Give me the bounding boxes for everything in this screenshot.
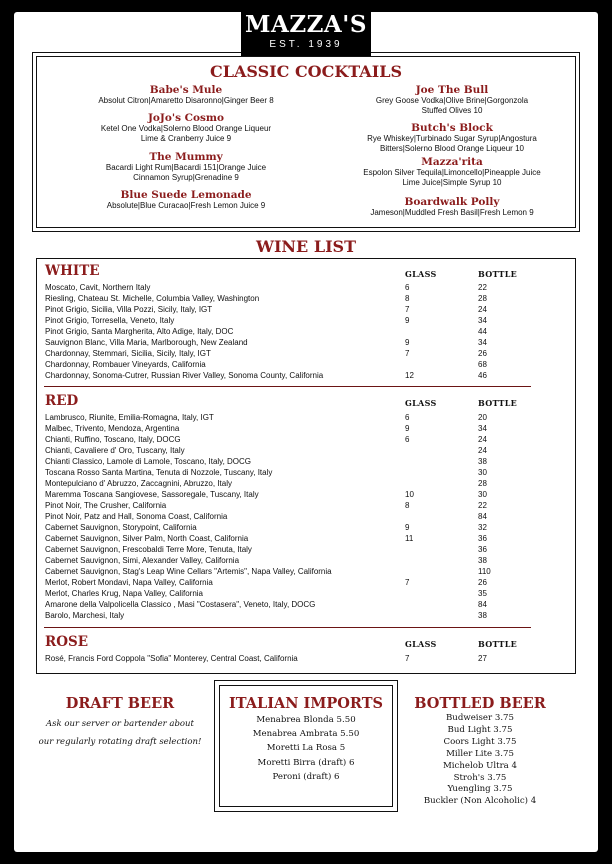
wine-glass-price: 8 [405, 501, 410, 510]
wine-name: Pinot Grigio, Torresella, Veneto, Italy [45, 316, 175, 325]
italian-import-item: Moretti La Rosa 5 [266, 743, 346, 754]
wine-row [45, 577, 535, 588]
wine-bottle-price: 84 [478, 512, 487, 521]
divider [44, 627, 531, 628]
wine-bottle-price: 84 [478, 600, 487, 609]
cocktail-item [332, 156, 572, 188]
wine-row [45, 348, 535, 359]
italian-import-item: Moretti Birra (draft) 6 [257, 757, 355, 768]
wine-row [45, 370, 535, 381]
bottled-beer-item: Michelob Ultra 4 [442, 760, 517, 771]
wine-bottle-price: 34 [478, 338, 487, 347]
wine-row [45, 467, 535, 478]
wine-row [45, 599, 535, 610]
wine-name: Chardonnay, Stemmari, Sicilia, Sicily, Italy, IGT [45, 349, 211, 358]
white-bottle-header: BOTTLE [478, 269, 518, 279]
wine-name: Amarone della Valpolicella Classico , Masi "Costasera", Veneto, Italy, DOCG [45, 600, 316, 609]
divider [44, 386, 531, 387]
wine-name: Maremma Toscana Sangiovese, Sassoregale, Tuscany, Italy [45, 490, 259, 499]
wine-bottle-price: 110 [478, 567, 491, 576]
wine-bottle-price: 30 [478, 468, 487, 477]
bottled-beer-item: Buckler (Non Alcoholic) 4 [423, 796, 537, 807]
wine-bottle-price: 46 [478, 371, 487, 380]
wine-name: Cabernet Sauvignon, Storypoint, California [45, 523, 197, 532]
wine-glass-price: 7 [405, 578, 410, 587]
wine-bottle-price: 32 [478, 523, 487, 532]
wine-row [45, 544, 535, 555]
cocktail-ingredients: Espolon Silver Tequila|Limoncello|Pineapple Juice [363, 168, 541, 177]
wine-row [45, 315, 535, 326]
draft-beer-note-1: Ask our server or bartender about [46, 719, 194, 729]
cocktail-item [332, 196, 572, 218]
wine-name: Cabernet Sauvignon, Silver Palm, North Coast, California [45, 534, 249, 543]
wine-row [45, 610, 535, 621]
wine-row [45, 293, 535, 304]
wine-list-title: WINE LIST [255, 237, 357, 256]
wine-row [45, 326, 535, 337]
wine-name: Chianti Classico, Lamole di Lamole, Toscano, Italy, DOCG [45, 457, 252, 466]
cocktail-ingredients: Cinnamon Syrup|Grenadine 9 [133, 173, 239, 182]
cocktail-ingredients: Jameson|Muddled Fresh Basil|Fresh Lemon 9 [370, 208, 534, 217]
bottled-beer-item: Stroh's 3.75 [453, 772, 507, 783]
wine-row [45, 522, 535, 533]
rose-bottle-header: BOTTLE [478, 639, 518, 649]
wine-row [45, 566, 535, 577]
wine-name: Riesling, Chateau St. Michelle, Columbia Valley, Washington [45, 294, 260, 303]
cocktail-name: Blue Suede Lemonade [120, 189, 252, 201]
red-bottle-header: BOTTLE [478, 398, 518, 408]
wine-glass-price: 9 [405, 316, 410, 325]
cocktail-ingredients: Absolute|Blue Curacao|Fresh Lemon Juice 9 [106, 201, 266, 210]
wine-row [45, 489, 535, 500]
wine-bottle-price: 24 [478, 305, 487, 314]
wine-row [45, 478, 535, 489]
wine-glass-price: 7 [405, 305, 410, 314]
wine-name: Sauvignon Blanc, Villa Maria, Marlborough, New Zealand [45, 338, 248, 347]
white-heading: WHITE [45, 263, 100, 279]
wine-bottle-price: 20 [478, 413, 487, 422]
wine-name: Pinot Grigio, Sicilia, Villa Pozzi, Sicily, Italy, IGT [45, 305, 213, 314]
italian-import-item: Menabrea Ambrata 5.50 [252, 729, 360, 740]
wine-name: Rosé, Francis Ford Coppola "Sofia" Monterey, Central Coast, California [45, 654, 298, 663]
wine-row [45, 434, 535, 445]
wine-row [45, 588, 535, 599]
bottled-beer-item: Miller Lite 3.75 [446, 748, 514, 759]
wine-row [45, 500, 535, 511]
wine-glass-price: 11 [405, 534, 414, 543]
wine-name: Chianti, Ruffino, Toscano, Italy, DOCG [45, 435, 181, 444]
wine-glass-price: 9 [405, 523, 410, 532]
white-glass-header: GLASS [405, 269, 437, 279]
red-glass-header: GLASS [405, 398, 437, 408]
wine-row [45, 511, 535, 522]
wine-glass-price: 10 [405, 490, 414, 499]
wine-glass-price: 6 [405, 435, 410, 444]
cocktail-item [332, 84, 572, 116]
wine-bottle-price: 28 [478, 294, 487, 303]
cocktail-item [66, 84, 306, 106]
cocktail-name: JoJo's Cosmo [147, 112, 225, 124]
draft-beer-note-2: our regularly rotating draft selection! [38, 737, 202, 747]
logo [241, 4, 371, 56]
wine-name: Merlot, Robert Mondavi, Napa Valley, California [45, 578, 213, 587]
cocktail-ingredients: Lime Juice|Simple Syrup 10 [402, 178, 502, 187]
italian-import-item: Menabrea Blonda 5.50 [256, 715, 356, 725]
wine-glass-price: 8 [405, 294, 410, 303]
wine-name: Chardonnay, Sonoma-Cutrer, Russian River Valley, Sonoma County, California [45, 371, 324, 380]
wine-bottle-price: 34 [478, 316, 487, 325]
wine-name: Pinot Noir, The Crusher, California [45, 501, 167, 510]
wine-name: Toscana Rosso Santa Martina, Tenuta di Nozzole, Tuscany, Italy [45, 468, 273, 477]
wine-bottle-price: 38 [478, 457, 487, 466]
bottled-beer-item: Yuengling 3.75 [447, 784, 513, 795]
wine-bottle-price: 35 [478, 589, 487, 598]
wine-name: Malbec, Trivento, Mendoza, Argentina [45, 424, 180, 433]
cocktail-item [66, 151, 306, 183]
wine-bottle-price: 34 [478, 424, 487, 433]
cocktails-title: CLASSIC COCKTAILS [210, 62, 402, 81]
cocktail-ingredients: Lime & Cranberry Juice 9 [140, 134, 232, 143]
wine-bottle-price: 36 [478, 545, 487, 554]
draft-beer-title: DRAFT BEER [65, 695, 175, 712]
wine-name: Chianti, Cavaliere d' Oro, Tuscany, Italy [45, 446, 185, 455]
italian-import-item: Peroni (draft) 6 [272, 771, 340, 782]
wine-row [45, 445, 535, 456]
wine-row [45, 282, 535, 293]
rose-heading: ROSE [45, 634, 89, 650]
wine-bottle-price: 68 [478, 360, 487, 369]
wine-name: Cabernet Sauvignon, Stag's Leap Wine Cellars "Artemis", Napa Valley, California [45, 567, 332, 576]
wine-bottle-price: 30 [478, 490, 487, 499]
cocktail-item [66, 189, 306, 211]
wine-glass-price: 7 [405, 349, 410, 358]
wine-bottle-price: 38 [478, 556, 487, 565]
wine-bottle-price: 22 [478, 283, 487, 292]
cocktail-ingredients: Stuffed Olives 10 [421, 106, 483, 115]
wine-name: Moscato, Cavit, Northern Italy [45, 283, 151, 292]
wine-bottle-price: 36 [478, 534, 487, 543]
wine-row [45, 423, 535, 434]
bottled-beer-item: Budweiser 3.75 [445, 713, 514, 723]
wine-row [45, 412, 535, 423]
cocktail-name: Boardwalk Polly [404, 196, 500, 208]
wine-bottle-price: 44 [478, 327, 487, 336]
cocktail-ingredients: Ketel One Vodka|Solerno Blood Orange Liqueur [100, 124, 272, 133]
wine-name: Chardonnay, Rombauer Vineyards, California [45, 360, 206, 369]
italian-imports-title: ITALIAN IMPORTS [229, 695, 383, 712]
wine-name: Merlot, Charles Krug, Napa Valley, California [45, 589, 203, 598]
wine-bottle-price: 22 [478, 501, 487, 510]
cocktail-ingredients: Bitters|Solerno Blood Orange Liqueur 10 [380, 144, 524, 153]
wine-bottle-price: 24 [478, 435, 487, 444]
cocktail-name: Joe The Bull [415, 84, 489, 96]
rose-glass-header: GLASS [405, 639, 437, 649]
wine-row [45, 456, 535, 467]
wine-glass-price: 9 [405, 424, 410, 433]
wine-bottle-price: 26 [478, 349, 487, 358]
wine-name: Pinot Noir, Patz and Hall, Sonoma Coast, California [45, 512, 228, 521]
red-heading: RED [45, 393, 79, 409]
wine-bottle-price: 26 [478, 578, 487, 587]
cocktail-name: The Mummy [149, 151, 223, 163]
bottled-beer-item: Bud Light 3.75 [447, 724, 513, 735]
wine-name: Barolo, Marchesi, Italy [45, 611, 125, 620]
cocktail-item [66, 112, 306, 144]
wine-bottle-price: 28 [478, 479, 487, 488]
wine-row [45, 359, 535, 370]
wine-bottle-price: 27 [478, 654, 487, 663]
bottled-beer-item: Coors Light 3.75 [443, 736, 517, 747]
wine-glass-price: 6 [405, 413, 410, 422]
cocktail-ingredients: Absolut Citron|Amaretto Disaronno|Ginger Beer 8 [98, 96, 274, 105]
logo-name: MAZZA'S [245, 11, 367, 38]
wine-row [45, 533, 535, 544]
wine-glass-price: 12 [405, 371, 414, 380]
wine-name: Lambrusco, Riunite, Emilia-Romagna, Italy, IGT [45, 413, 214, 422]
cocktail-ingredients: Rye Whiskey|Turbinado Sugar Syrup|Angostura [367, 134, 537, 143]
wine-glass-price: 6 [405, 283, 410, 292]
wine-row [45, 555, 535, 566]
cocktail-name: Butch's Block [411, 122, 493, 134]
cocktail-ingredients: Grey Goose Vodka|Olive Brine|Gorgonzola [375, 96, 529, 105]
logo-established: EST. 1939 [269, 39, 343, 50]
cocktail-name: Mazza'rita [421, 156, 483, 168]
cocktail-ingredients: Bacardi Light Rum|Bacardi 151|Orange Juice [105, 163, 267, 172]
wine-name: Cabernet Sauvignon, Simi, Alexander Valley, California [45, 556, 240, 565]
wine-glass-price: 9 [405, 338, 410, 347]
wine-row [45, 337, 535, 348]
cocktail-name: Babe's Mule [149, 84, 223, 96]
wine-name: Pinot Grigio, Santa Margherita, Alto Adige, Italy, DOC [45, 327, 234, 336]
wine-name: Cabernet Sauvignon, Frescobaldi Terre More, Tenuta, Italy [45, 545, 252, 554]
wine-bottle-price: 38 [478, 611, 487, 620]
bottled-beer-title: BOTTLED BEER [414, 695, 546, 712]
wine-glass-price: 7 [405, 654, 410, 663]
wine-name: Montepulciano d' Abruzzo, Zaccagnini, Abruzzo, Italy [45, 479, 232, 488]
wine-row [45, 653, 535, 664]
wine-bottle-price: 24 [478, 446, 487, 455]
cocktail-item [332, 122, 572, 154]
wine-row [45, 304, 535, 315]
